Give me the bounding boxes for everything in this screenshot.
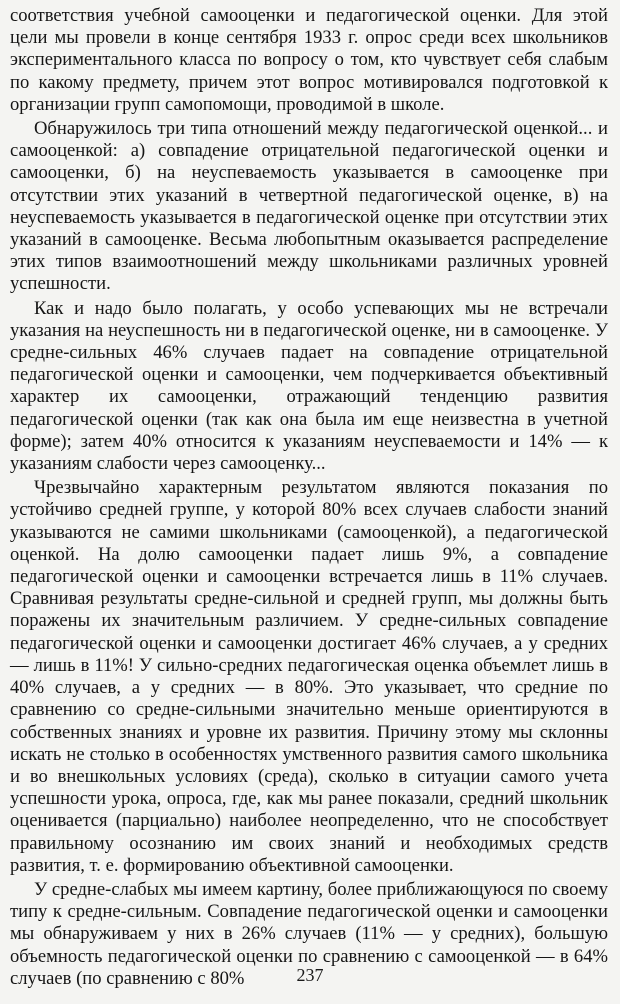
paragraph-2: Обнаружилось три типа отношений между педагогической оценкой... и самооценкой: а) совпадение отрицательной педагогической оценки и самооценки, б) на неуспеваемость указывается в самооценке при отсутствии этих указаний в четвертной педагогической оценке, в) на неуспеваемость указывается в педагогической оценке при отсутствии этих указаний в самооценке. Весьма любопытным оказывается распределение этих типов взаимоотношений между школьниками различных уровней успешности. [10,118,608,295]
page-number: 237 [296,965,324,985]
paragraph-3: Как и надо было полагать, у особо успевающих мы не встречали указания на неуспешность ни в педагогической оценке, ни в самооценке. У средне-сильных 46% случаев падает на совпадение отрицательной педагогической оценки и самооценки, чем подчеркивается объективный характер их самооценки, отражающий тенденцию развития педагогической оценки (так как она была им еще неизвестна в учетной форме); затем 40% относится к указаниям неуспеваемости и 14% — к указаниям слабости через самооценку... [10,297,608,475]
paragraph-5: У средне-слабых мы имеем картину, более приближающуюся по своему типу к средне-сильным. Совпадение педагогической оценки и самооценки мы обнаруживаем у них в 26% случаев (11% — у средних), большую объемность педагогической оценки по сравнению с самооценкой — в 64% случаев (по сравнению с 80% [10,878,608,989]
paragraph-4: Чрезвычайно характерным результатом являются показания по устойчиво средней группе, у которой 80% всех случаев слабости знаний указываются не самими школьниками (самооценкой), а педагогической оценкой. На долю самооценки падает лишь 9%, а совпадение педагогической оценки и самооценки встречается лишь в 11% случаев. Сравнивая результаты средне-сильной и средней групп, мы должны быть поражены их значительным различием. У средне-сильных совпадение педагогической оценки и самооценки достигает 46% случаев, а у средних — лишь в 11%! У сильно-средних педагогическая оценка объемлет лишь в 40% случаев, а у средних — в 80%. Это указывает, что средние по сравнению со средне-сильными значительно меньше ориентируются в собственных знаниях и уровне их развития. Причину этому мы склонны искать не столько в особенностях умственного развития самого школьника и во внешкольных условиях (среда), сколько в ситуации самого учета успешности урока, опроса, где, как мы ранее показали, средний школьник оценивается (парциально) наиболее неопределенно, что не способствует правильному осознанию им своих знаний и необходимых средств развития, т. е. формированию объективной самооценки. [10,477,608,876]
paragraph-1: соответствия учебной самооценки и педагогической оценки. Для этой цели мы провели в конце сентября 1933 г. опрос среди всех школьников экспериментального класса по вопросу о том, кто чувствует себя слабым по какому предмету, причем этот вопрос мотивировался подготовкой к организации групп самопомощи, проводимой в школе. [10,5,608,115]
